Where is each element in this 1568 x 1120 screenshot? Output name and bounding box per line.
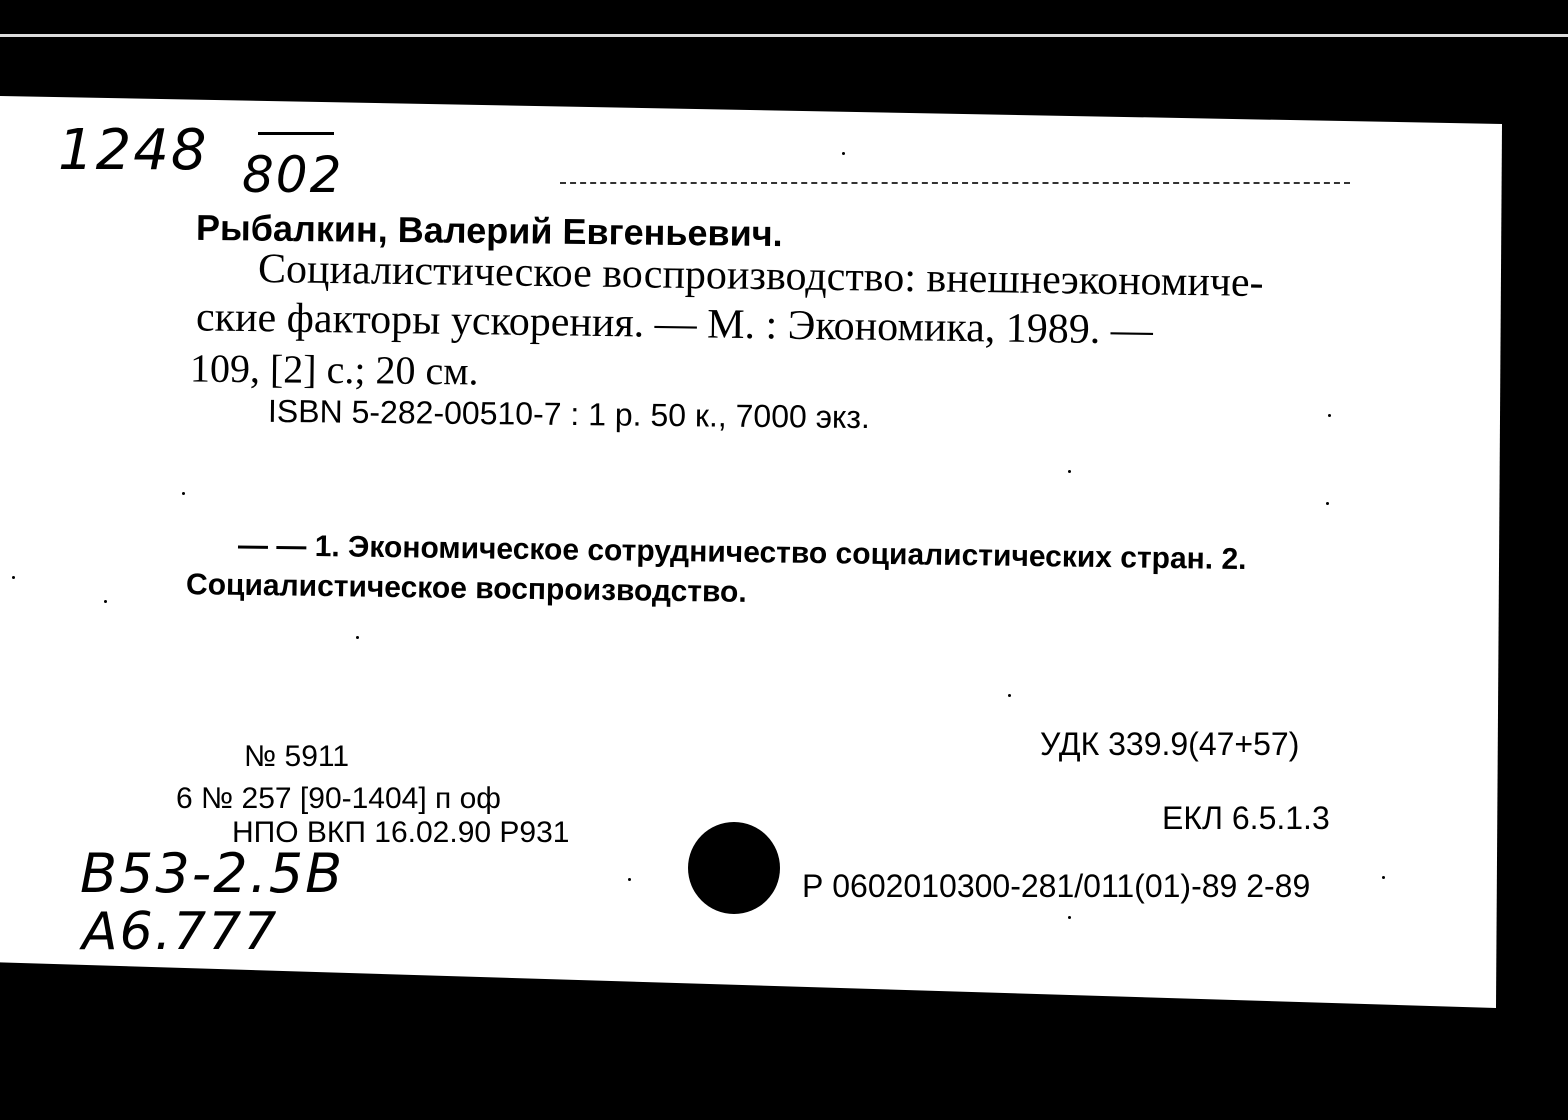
scan-speck (356, 636, 359, 639)
title-line-1: Социалистическое воспроизводство: внешнеэкономиче- (257, 245, 1264, 307)
handwritten-shelf-mark-2: A6.777 (82, 902, 279, 962)
publisher-index: Р 0602010300-281/011(01)-89 2-89 (802, 868, 1311, 904)
scan-speck (1068, 916, 1071, 919)
scan-speck (842, 152, 845, 155)
handwritten-fraction-bar (258, 132, 334, 135)
scan-speck (1328, 414, 1331, 417)
card-number: № 5911 (244, 740, 350, 773)
handwritten-shelf-mark-1: B53-2.5B (80, 842, 345, 905)
ekl-classification: ЕКЛ 6.5.1.3 (1162, 800, 1330, 836)
scan-speck (1008, 694, 1011, 697)
handwritten-call-suffix: 802 (242, 146, 344, 204)
title-line-3: 109, [2] с.; 20 см. (189, 345, 479, 394)
scan-speck (104, 600, 107, 603)
scan-speck (12, 576, 15, 579)
scan-speck (182, 492, 185, 495)
scan-speck (628, 878, 631, 881)
card-punch-hole (688, 822, 780, 914)
author-heading: Рыбалкин, Валерий Евгеньевич. (195, 206, 783, 255)
print-info-line-2: НПО ВКП 16.02.90 Р931 (232, 816, 570, 849)
udc-classification: УДК 339.9(47+57) (1040, 726, 1300, 762)
scan-speck (1326, 502, 1329, 505)
scan-speck (1068, 470, 1071, 473)
print-info-line-1: 6 № 257 [90-1404] п оф (176, 782, 501, 815)
subject-headings-line-1: — — 1. Экономическое сотрудничество социалистических стран. 2. (237, 528, 1247, 577)
isbn-price-print-run: ISBN 5-282-00510-7 : 1 р. 50 к., 7000 экз. (267, 392, 871, 436)
title-line-2: ские факторы ускорения. — М. : Экономика, 1989. — (195, 294, 1154, 354)
subject-headings-line-2: Социалистическое воспроизводство. (185, 568, 747, 609)
handwritten-call-number: 1248 (58, 118, 209, 183)
header-dashed-rule (560, 182, 1350, 184)
scan-speck (1382, 876, 1385, 879)
scanner-edge-line (0, 34, 1568, 37)
